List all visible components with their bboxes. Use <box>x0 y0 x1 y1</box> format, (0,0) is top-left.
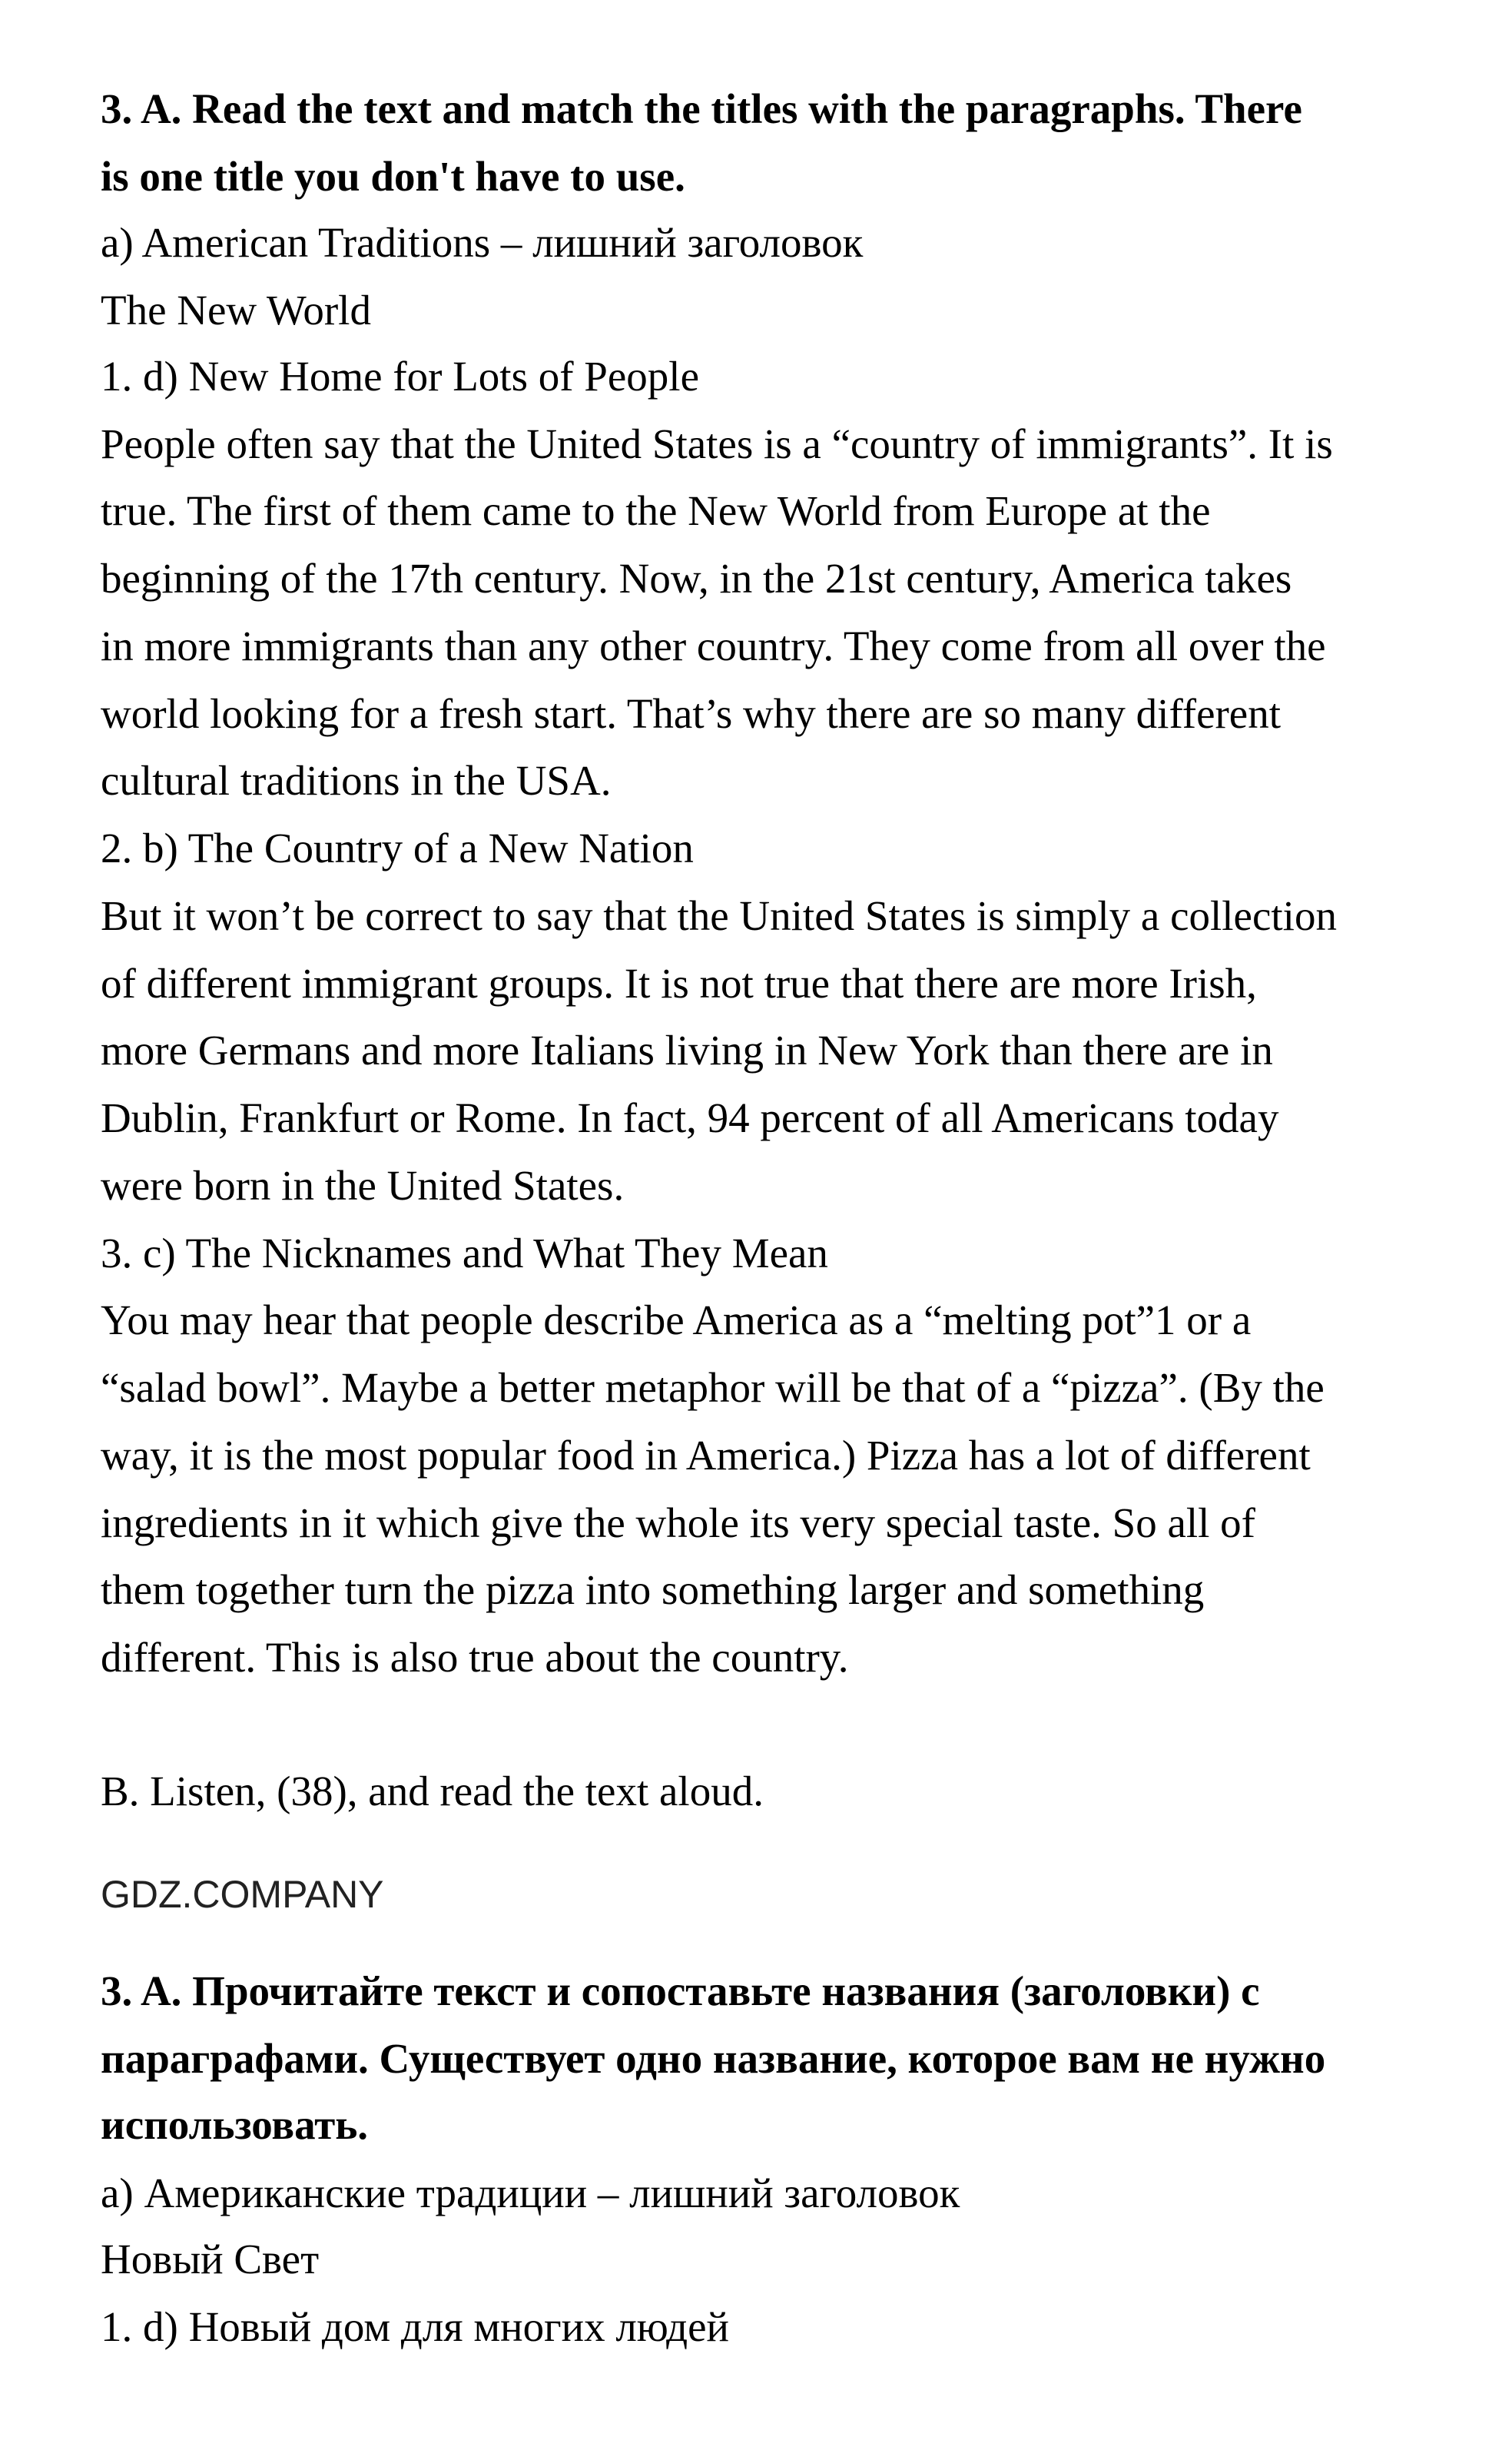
paragraph-line: were born in the United States. <box>101 1162 625 1209</box>
ru-section-heading: 1. d) Новый дом для многих людей <box>101 2303 729 2350</box>
paragraph-line: world looking for a fresh start. That’s why there are so many different <box>101 690 1281 737</box>
paragraph-line: more Germans and more Italians living in New York than there are in <box>101 1027 1273 1074</box>
watermark: GDZ.COMPANY <box>101 1873 384 1916</box>
section-heading: 2. b) The Country of a New Nation <box>101 825 694 871</box>
ru-task-heading: 3. A. Прочитайте текст и сопоставьте названия (заголовки) с <box>101 1967 1260 2014</box>
ru-extra-title: a) Американские традиции – лишний заголовок <box>101 2170 960 2216</box>
section-heading: 3. c) The Nicknames and What They Mean <box>101 1230 828 1276</box>
text-title: The New World <box>101 287 371 334</box>
paragraph-line: way, it is the most popular food in America.) Pizza has a lot of different <box>101 1432 1311 1479</box>
paragraph-line: them together turn the pizza into something larger and something <box>101 1566 1205 1613</box>
section-heading: 1. d) New Home for Lots of People <box>101 353 699 400</box>
ru-text-title: Новый Свет <box>101 2236 320 2282</box>
paragraph-line: of different immigrant groups. It is not true that there are more Irish, <box>101 960 1257 1007</box>
paragraph-line: beginning of the 17th century. Now, in the 21st century, America takes <box>101 555 1292 602</box>
extra-title: a) American Traditions – лишний заголовок <box>101 219 864 266</box>
paragraph-line: “salad bowl”. Maybe a better metaphor will be that of a “pizza”. (By the <box>101 1364 1325 1411</box>
ru-task-heading: использовать. <box>101 2101 369 2148</box>
paragraph-line: People often say that the United States is a “country of immigrants”. It is <box>101 420 1333 467</box>
paragraph-line: But it won’t be correct to say that the United States is simply a collection <box>101 892 1337 939</box>
task-b-instruction: B. Listen, (38), and read the text aloud. <box>101 1768 764 1814</box>
task-heading: is one title you don't have to use. <box>101 153 685 200</box>
task-heading: 3. A. Read the text and match the titles with the paragraphs. There <box>101 85 1302 132</box>
paragraph-line: in more immigrants than any other country. They come from all over the <box>101 622 1326 669</box>
paragraph-line: Dublin, Frankfurt or Rome. In fact, 94 percent of all Americans today <box>101 1094 1279 1141</box>
paragraph-line: different. This is also true about the country. <box>101 1634 849 1681</box>
ru-task-heading: параграфами. Существует одно название, которое вам не нужно <box>101 2035 1326 2082</box>
paragraph-line: true. The first of them came to the New World from Europe at the <box>101 487 1211 534</box>
paragraph-line: You may hear that people describe America as a “melting pot”1 or a <box>101 1296 1252 1343</box>
paragraph-line: cultural traditions in the USA. <box>101 757 612 804</box>
paragraph-line: ingredients in it which give the whole its very special taste. So all of <box>101 1499 1255 1546</box>
